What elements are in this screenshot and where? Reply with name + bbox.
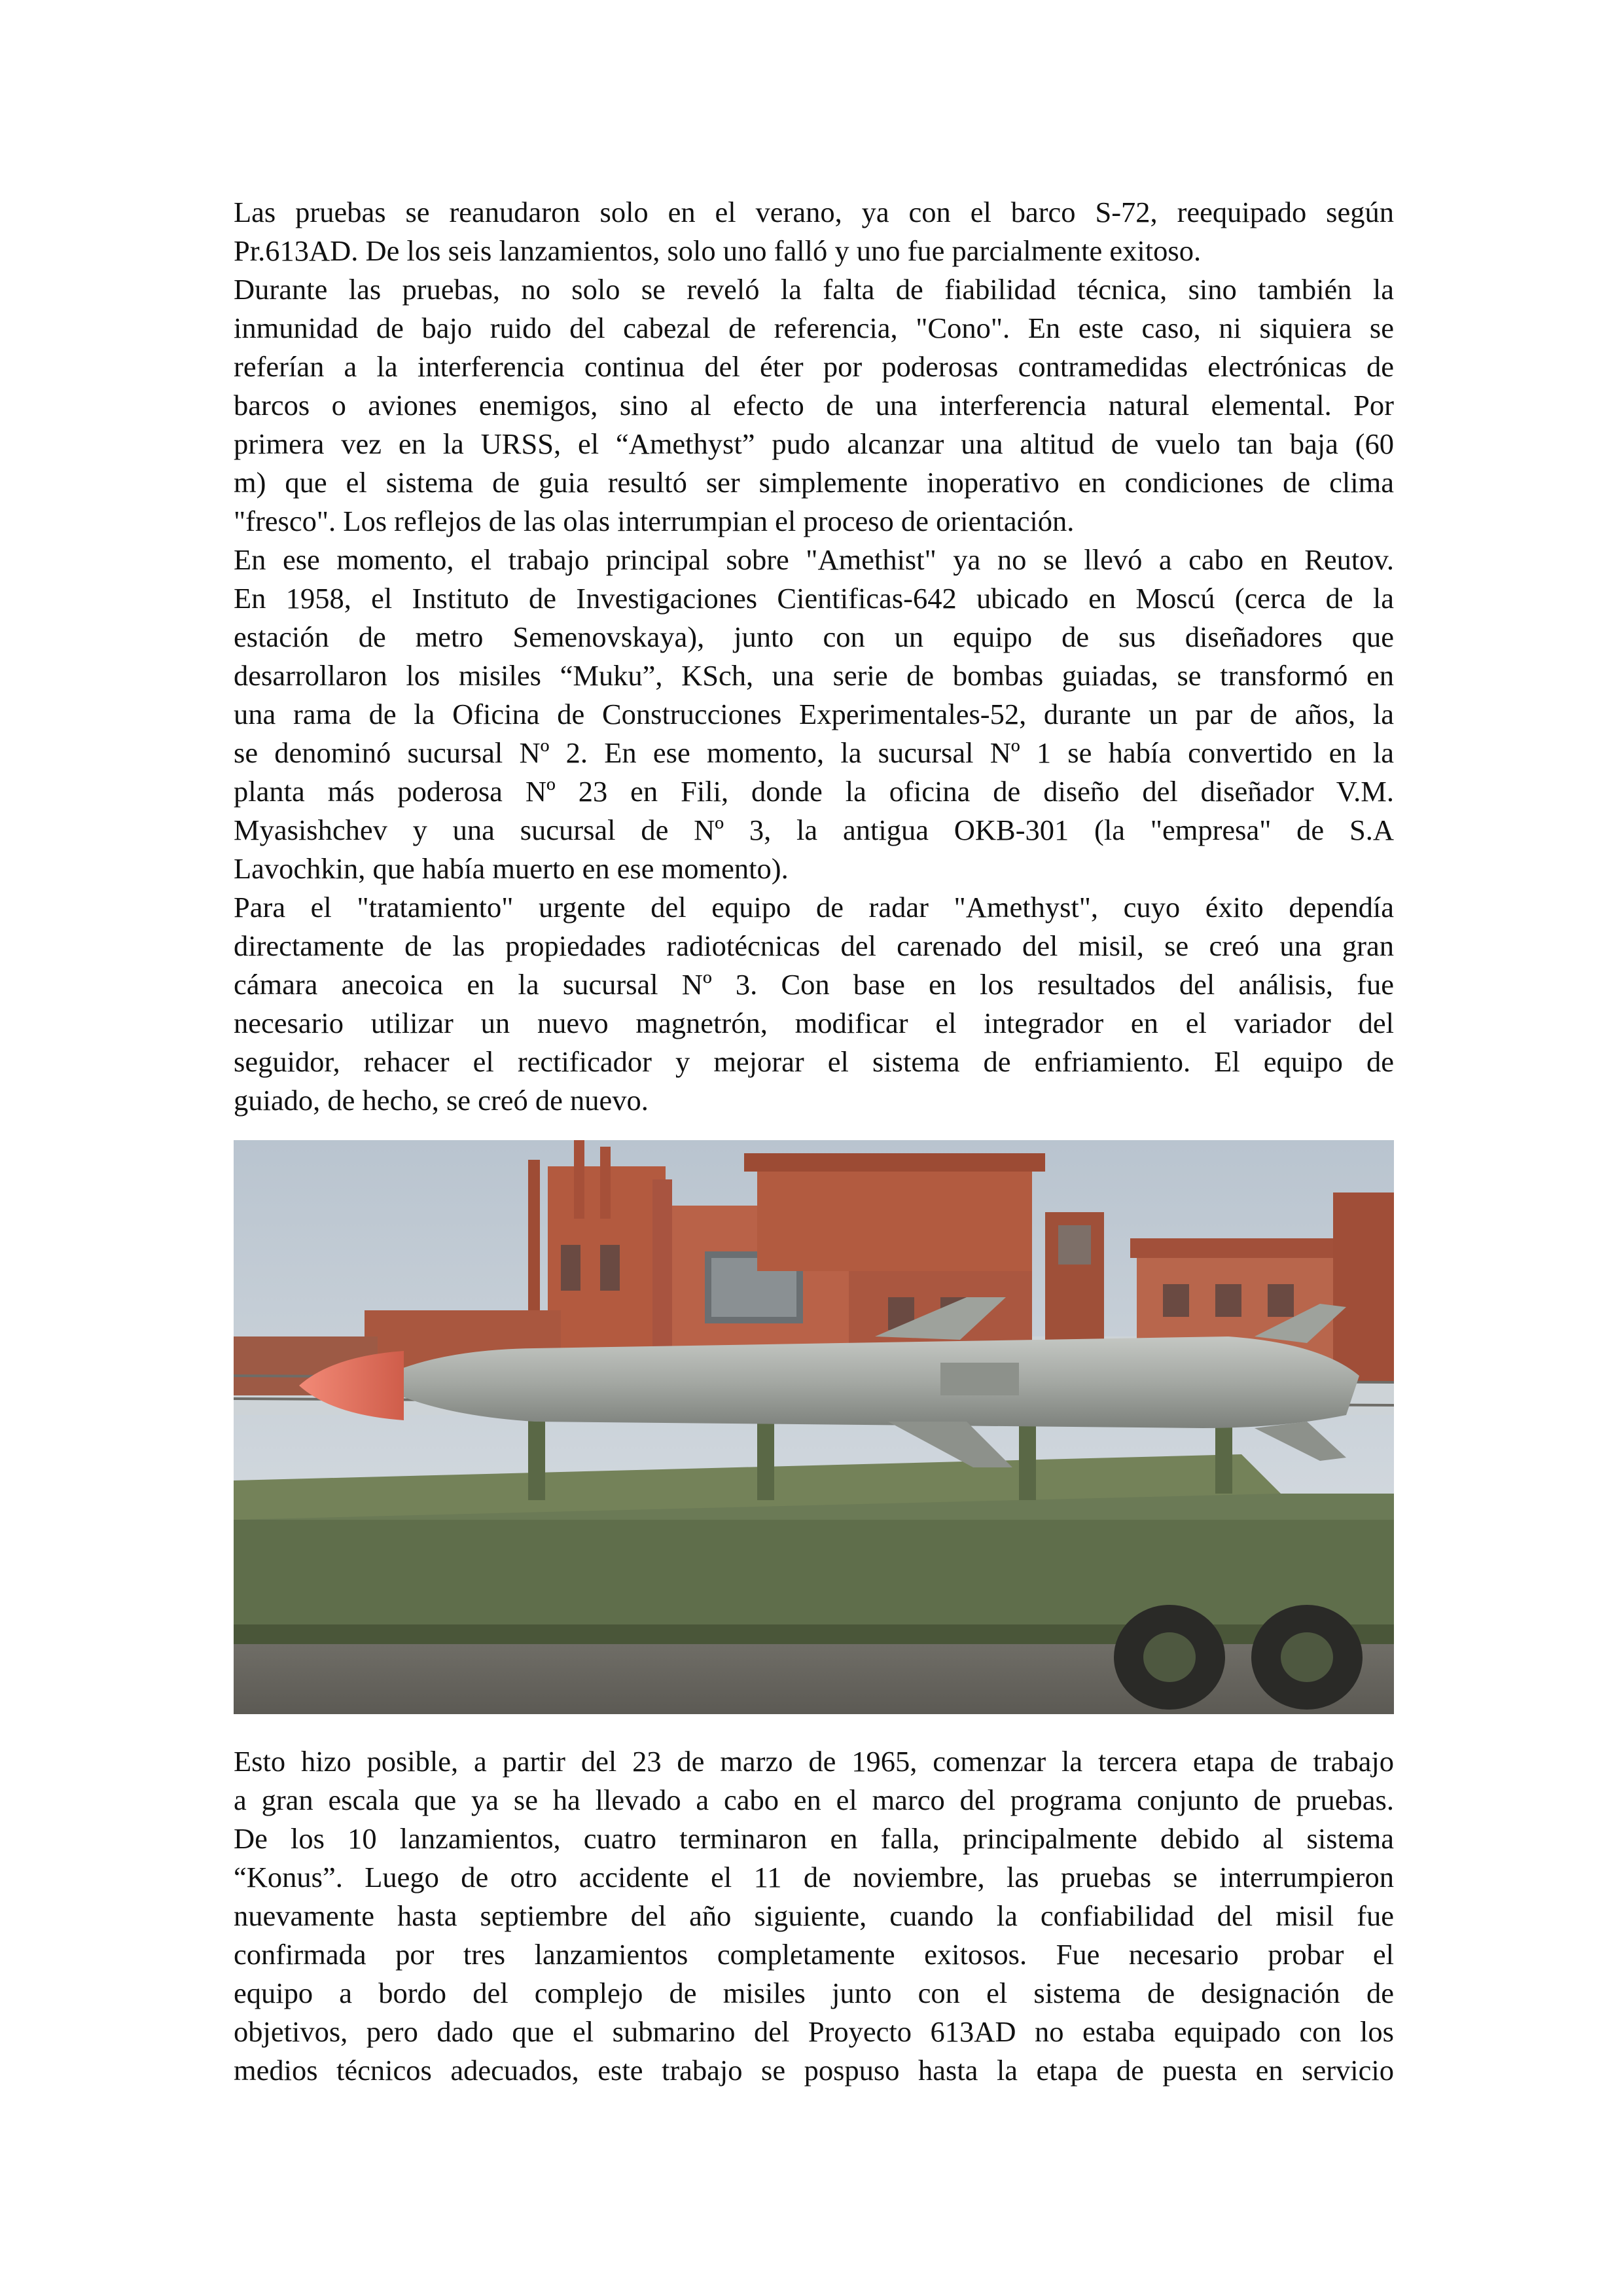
text-line: Para el "tratamiento" urgente del equipo de radar "Amethyst", cuyo éxito dependía [234,891,1394,924]
text-line: Esto hizo posible, a partir del 23 de marzo de 1965, comenzar la tercera etapa de trabajo [234,1745,1394,1778]
text-line: En 1958, el Instituto de Investigaciones Cientificas-642 ubicado en Moscú (cerca de la [234,582,1394,615]
text-line: primera vez en la URSS, el “Amethyst” pudo alcanzar una altitud de vuelo tan baja (60 [234,427,1394,460]
text-line: una rama de la Oficina de Construcciones Experimentales-52, durante un par de años, la [234,698,1394,730]
paragraph [234,541,1394,888]
text-line: “Konus”. Luego de otro accidente el 11 de noviembre, las pruebas se interrumpieron [234,1861,1394,1893]
text-line: nuevamente hasta septiembre del año siguiente, cuando la confiabilidad del misil fue [234,1899,1394,1932]
text-line: Myasishchev y una sucursal de Nº 3, la antigua OKB-301 (la "empresa" de S.A [234,814,1394,846]
text-line: equipo a bordo del complejo de misiles junto con el sistema de designación de [234,1977,1394,2009]
text-line: Las pruebas se reanudaron solo en el verano, ya con el barco S-72, reequipado según [234,196,1394,228]
text-block-top [234,193,1394,1120]
text-line: De los 10 lanzamientos, cuatro terminaron en falla, principalmente debido al sistema [234,1822,1394,1855]
text-line: guiado, de hecho, se creó de nuevo. [234,1084,649,1117]
text-line: barcos o aviones enemigos, sino al efecto de una interferencia natural elemental. Por [234,389,1394,422]
text-line: necesario utilizar un nuevo magnetrón, modificar el integrador en el variador del [234,1007,1394,1039]
missile-on-trailer-illustration [234,1140,1394,1714]
text-line: desarrollaron los misiles “Muku”, KSch, una serie de bombas guiadas, se transformó en [234,659,1394,692]
text-line: cámara anecoica en la sucursal Nº 3. Con base en los resultados del análisis, fue [234,968,1394,1001]
text-line: inmunidad de bajo ruido del cabezal de referencia, "Cono". En este caso, ni siquiera se [234,312,1394,344]
text-line: referían a la interferencia continua del éter por poderosas contramedidas electrónicas de [234,350,1394,383]
text-line: objetivos, pero dado que el submarino del Proyecto 613AD no estaba equipado con los [234,2015,1394,2048]
text-line: planta más poderosa Nº 23 en Fili, donde la oficina de diseño del diseñador V.M. [234,775,1394,808]
missile-photo [234,1140,1394,1714]
text-line: Durante las pruebas, no solo se reveló la falta de fiabilidad técnica, sino también la [234,273,1394,306]
paragraph [234,270,1394,541]
text-line: confirmada por tres lanzamientos completamente exitosos. Fue necesario probar el [234,1938,1394,1971]
text-line: En ese momento, el trabajo principal sobre "Amethist" ya no se llevó a cabo en Reutov. [234,543,1394,576]
text-line: Lavochkin, que había muerto en ese momento). [234,852,789,885]
text-line: "fresco". Los reflejos de las olas interrumpian el proceso de orientación. [234,505,1075,537]
text-line: directamente de las propiedades radiotécnicas del carenado del misil, se creó una gran [234,929,1394,962]
paragraph [234,193,1394,270]
paragraph [234,1742,1394,2090]
text-line: medios técnicos adecuados, este trabajo se pospuso hasta la etapa de puesta en servicio [234,2054,1394,2087]
paragraph [234,888,1394,1120]
text-line: Pr.613AD. De los seis lanzamientos, solo uno falló y uno fue parcialmente exitoso. [234,234,1202,267]
text-line: se denominó sucursal Nº 2. En ese momento, la sucursal Nº 1 se había convertido en la [234,736,1394,769]
text-block-bottom [234,1742,1394,2090]
text-line: m) que el sistema de guia resultó ser simplemente inoperativo en condiciones de clima [234,466,1394,499]
text-line: estación de metro Semenovskaya), junto con un equipo de sus diseñadores que [234,620,1394,653]
text-line: seguidor, rehacer el rectificador y mejorar el sistema de enfriamiento. El equipo de [234,1045,1394,1078]
text-line: a gran escala que ya se ha llevado a cabo en el marco del programa conjunto de pruebas. [234,1784,1394,1816]
